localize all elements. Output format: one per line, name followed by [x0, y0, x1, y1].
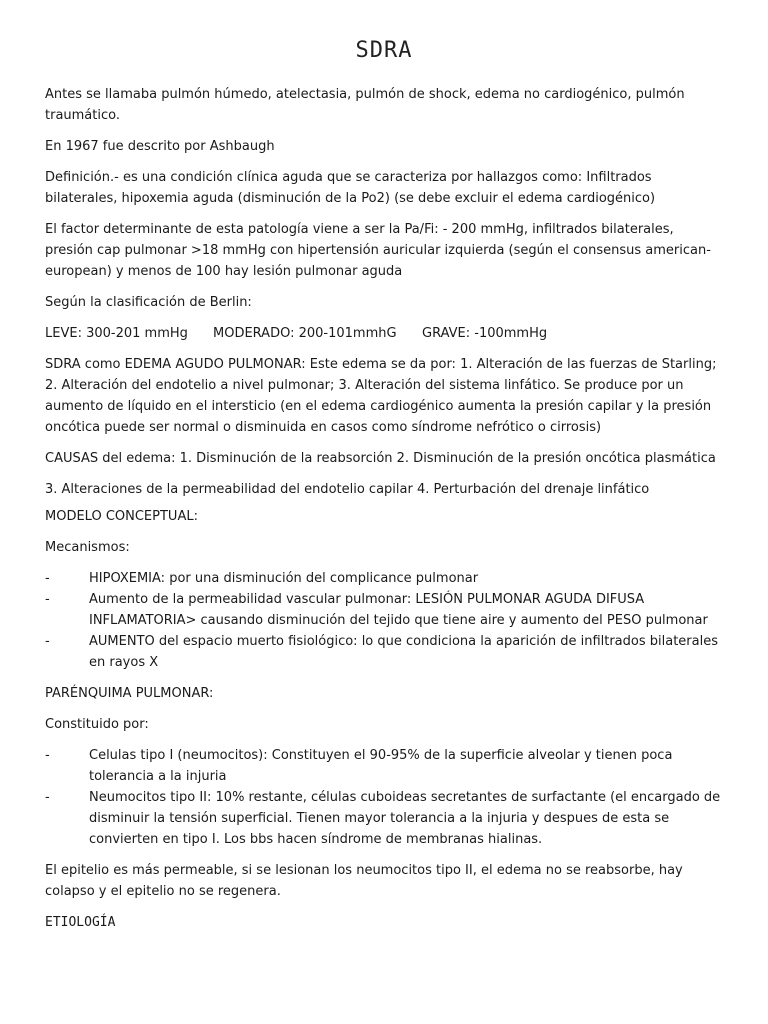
page-title: SDRA	[355, 38, 413, 63]
paragraph-definition: Definición.- es una condición clínica aguda que se caracteriza por hallazgos como: Infiltrados bilaterales, hipoxemia aguda (disminución de la Po2) (se debe excluir el edema cardiogénico)	[45, 170, 656, 206]
list-item: - Celulas tipo I (neumocitos): Constituyen el 90-95% de la superficie alveolar y tienen poca tolerancia a la injuria	[45, 745, 725, 787]
paragraph-edema: SDRA como EDEMA AGUDO PULMONAR: Este edema se da por: 1. Alteración de las fuerzas de Starling; 2. Alteración del endotelio a nivel pulmonar; 3. Alteración del sistema linfático. Se produce por un aumento de líquido en el intersticio (en el edema cardiogénico aumenta la presión capilar y la presión oncótica puede ser normal o disminuida en casos como síndrome nefrótico o cirrosis)	[45, 357, 717, 435]
paragraph-former-names: Antes se llamaba pulmón húmedo, atelectasia, pulmón de shock, edema no cardiogénico, pulmón traumático.	[45, 87, 685, 123]
list-item: - AUMENTO del espacio muerto fisiológico: lo que condiciona la aparición de infiltrados bilaterales en rayos X	[45, 631, 725, 673]
heading-mechanisms: Mecanismos:	[45, 540, 130, 555]
severity-grave: GRAVE: -100mmHg	[422, 326, 548, 341]
list-item: - Neumocitos tipo II: 10% restante, células cuboideas secretantes de surfactante (el encargado de disminuir la tensión superficial. Tienen mayor tolerancia a la injuria y despues de esta se convierten en tipo I. Los bbs hacen síndrome de membranas hialinas.	[45, 787, 725, 850]
paragraph-epithelium: El epitelio es más permeable, si se lesionan los neumocitos tipo II, el edema no se reabsorbe, hay colapso y el epitelio no se regenera.	[45, 863, 683, 899]
list-item: - Aumento de la permeabilidad vascular pulmonar: LESIÓN PULMONAR AGUDA DIFUSA INFLAMATORIA> causando disminución del tejido que tiene aire y aumento del PESO pulmonar	[45, 589, 725, 631]
bullet-dash: -	[45, 748, 50, 763]
list-item: - HIPOXEMIA: por una disminución del complicance pulmonar	[45, 568, 725, 589]
severity-classification	[45, 323, 725, 344]
paragraph-causes-continued: 3. Alteraciones de la permeabilidad del endotelio capilar 4. Perturbación del drenaje linfático	[45, 482, 650, 497]
parenchyma-list	[45, 745, 725, 850]
paragraph-causes: CAUSAS del edema: 1. Disminución de la reabsorción 2. Disminución de la presión oncótica plasmática	[45, 451, 716, 466]
bullet-dash: -	[45, 571, 50, 586]
severity-moderado: MODERADO: 200-101mmhG	[213, 326, 397, 341]
paragraph-determinant-factor: El factor determinante de esta patología viene a ser la Pa/Fi: - 200 mmHg, infiltrados bilaterales, presión cap pulmonar >18 mmHg con hipertensión auricular izquierda (según el consensus american-european) y menos de 100 hay lesión pulmonar aguda	[45, 222, 711, 279]
bullet-dash: -	[45, 634, 50, 649]
heading-parenchyma: PARÉNQUIMA PULMONAR:	[45, 686, 214, 701]
paragraph-berlin-intro: Según la clasificación de Berlin:	[45, 295, 252, 310]
paragraph-history: En 1967 fue descrito por Ashbaugh	[45, 139, 275, 154]
heading-etiology: ETIOLOGÍA	[45, 915, 116, 930]
mechanisms-list	[45, 568, 725, 673]
heading-constituted-by: Constituido por:	[45, 717, 149, 732]
document-body	[45, 84, 725, 943]
heading-conceptual-model: MODELO CONCEPTUAL:	[45, 509, 198, 524]
bullet-dash: -	[45, 790, 50, 805]
severity-leve: LEVE: 300-201 mmHg	[45, 326, 188, 341]
bullet-dash: -	[45, 592, 50, 607]
